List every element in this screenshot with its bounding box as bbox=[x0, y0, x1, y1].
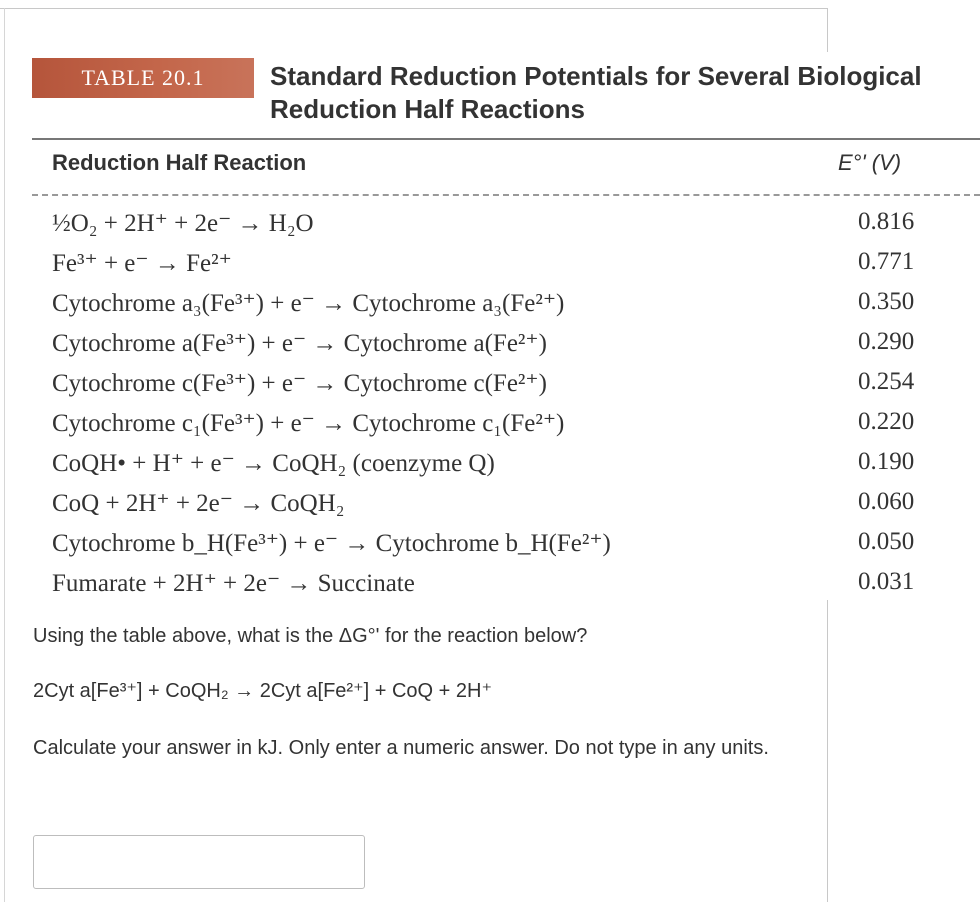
row-potential: 0.050 bbox=[858, 528, 915, 555]
table-dashed-rule bbox=[32, 194, 980, 196]
frame-top-border bbox=[0, 0, 828, 9]
row-potential: 0.290 bbox=[858, 328, 915, 355]
table-row bbox=[52, 248, 972, 288]
question-reaction: 2Cyt a[Fe³⁺] + CoQH₂ → 2Cyt a[Fe²⁺] + CoQ + 2H⁺ bbox=[33, 680, 493, 702]
row-potential: 0.031 bbox=[858, 568, 915, 595]
row-potential: 0.771 bbox=[858, 248, 915, 275]
row-potential: 0.816 bbox=[858, 208, 915, 235]
table-title: Standard Reduction Potentials for Several Biological Reduction Half Reactions bbox=[270, 61, 922, 124]
table-row bbox=[52, 288, 972, 328]
table-row bbox=[52, 448, 972, 488]
table-badge: TABLE 20.1 bbox=[32, 58, 254, 98]
frame-left-border bbox=[4, 8, 5, 902]
frame-right-border bbox=[827, 8, 828, 52]
row-reaction: CoQH• + H⁺ + e⁻ → CoQH₂ (coenzyme Q) bbox=[52, 450, 495, 477]
row-potential: 0.350 bbox=[858, 288, 915, 315]
row-potential: 0.060 bbox=[858, 488, 915, 515]
frame-right-border-lower bbox=[827, 600, 828, 902]
table-top-rule bbox=[32, 138, 980, 140]
answer-input[interactable] bbox=[33, 835, 365, 889]
row-potential: 0.220 bbox=[858, 408, 915, 435]
row-reaction: Fe³⁺ + e⁻ → Fe²⁺ bbox=[52, 250, 232, 277]
reduction-potentials-table bbox=[32, 52, 980, 600]
row-reaction: Fumarate + 2H⁺ + 2e⁻ → Succinate bbox=[52, 570, 415, 597]
table-row bbox=[52, 488, 972, 528]
row-reaction: Cytochrome a(Fe³⁺) + e⁻ → Cytochrome a(Fe²⁺) bbox=[52, 330, 547, 357]
table-row bbox=[52, 328, 972, 368]
row-reaction: Cytochrome c(Fe³⁺) + e⁻ → Cytochrome c(Fe²⁺) bbox=[52, 370, 547, 397]
row-reaction: ½O₂ + 2H⁺ + 2e⁻ → H₂O bbox=[52, 210, 314, 237]
question-prompt: Using the table above, what is the ΔG°' for the reaction below? bbox=[33, 625, 588, 647]
table-row bbox=[52, 368, 972, 408]
row-reaction: Cytochrome c₁(Fe³⁺) + e⁻ → Cytochrome c₁(Fe²⁺) bbox=[52, 410, 565, 437]
row-reaction: Cytochrome b_H(Fe³⁺) + e⁻ → Cytochrome b_H(Fe²⁺) bbox=[52, 530, 611, 557]
question-instruction: Calculate your answer in kJ. Only enter a numeric answer. Do not type in any units. bbox=[33, 737, 769, 759]
table-row bbox=[52, 208, 972, 248]
table-row bbox=[52, 408, 972, 448]
row-reaction: CoQ + 2H⁺ + 2e⁻ → CoQH₂ bbox=[52, 490, 345, 517]
row-potential: 0.254 bbox=[858, 368, 915, 395]
row-potential: 0.190 bbox=[858, 448, 915, 475]
column-header-reaction: Reduction Half Reaction bbox=[52, 150, 307, 175]
table-row bbox=[52, 568, 972, 608]
table-row bbox=[52, 528, 972, 568]
column-header-potential: E°' (V) bbox=[838, 150, 902, 175]
row-reaction: Cytochrome a₃(Fe³⁺) + e⁻ → Cytochrome a₃(Fe²⁺) bbox=[52, 290, 565, 317]
